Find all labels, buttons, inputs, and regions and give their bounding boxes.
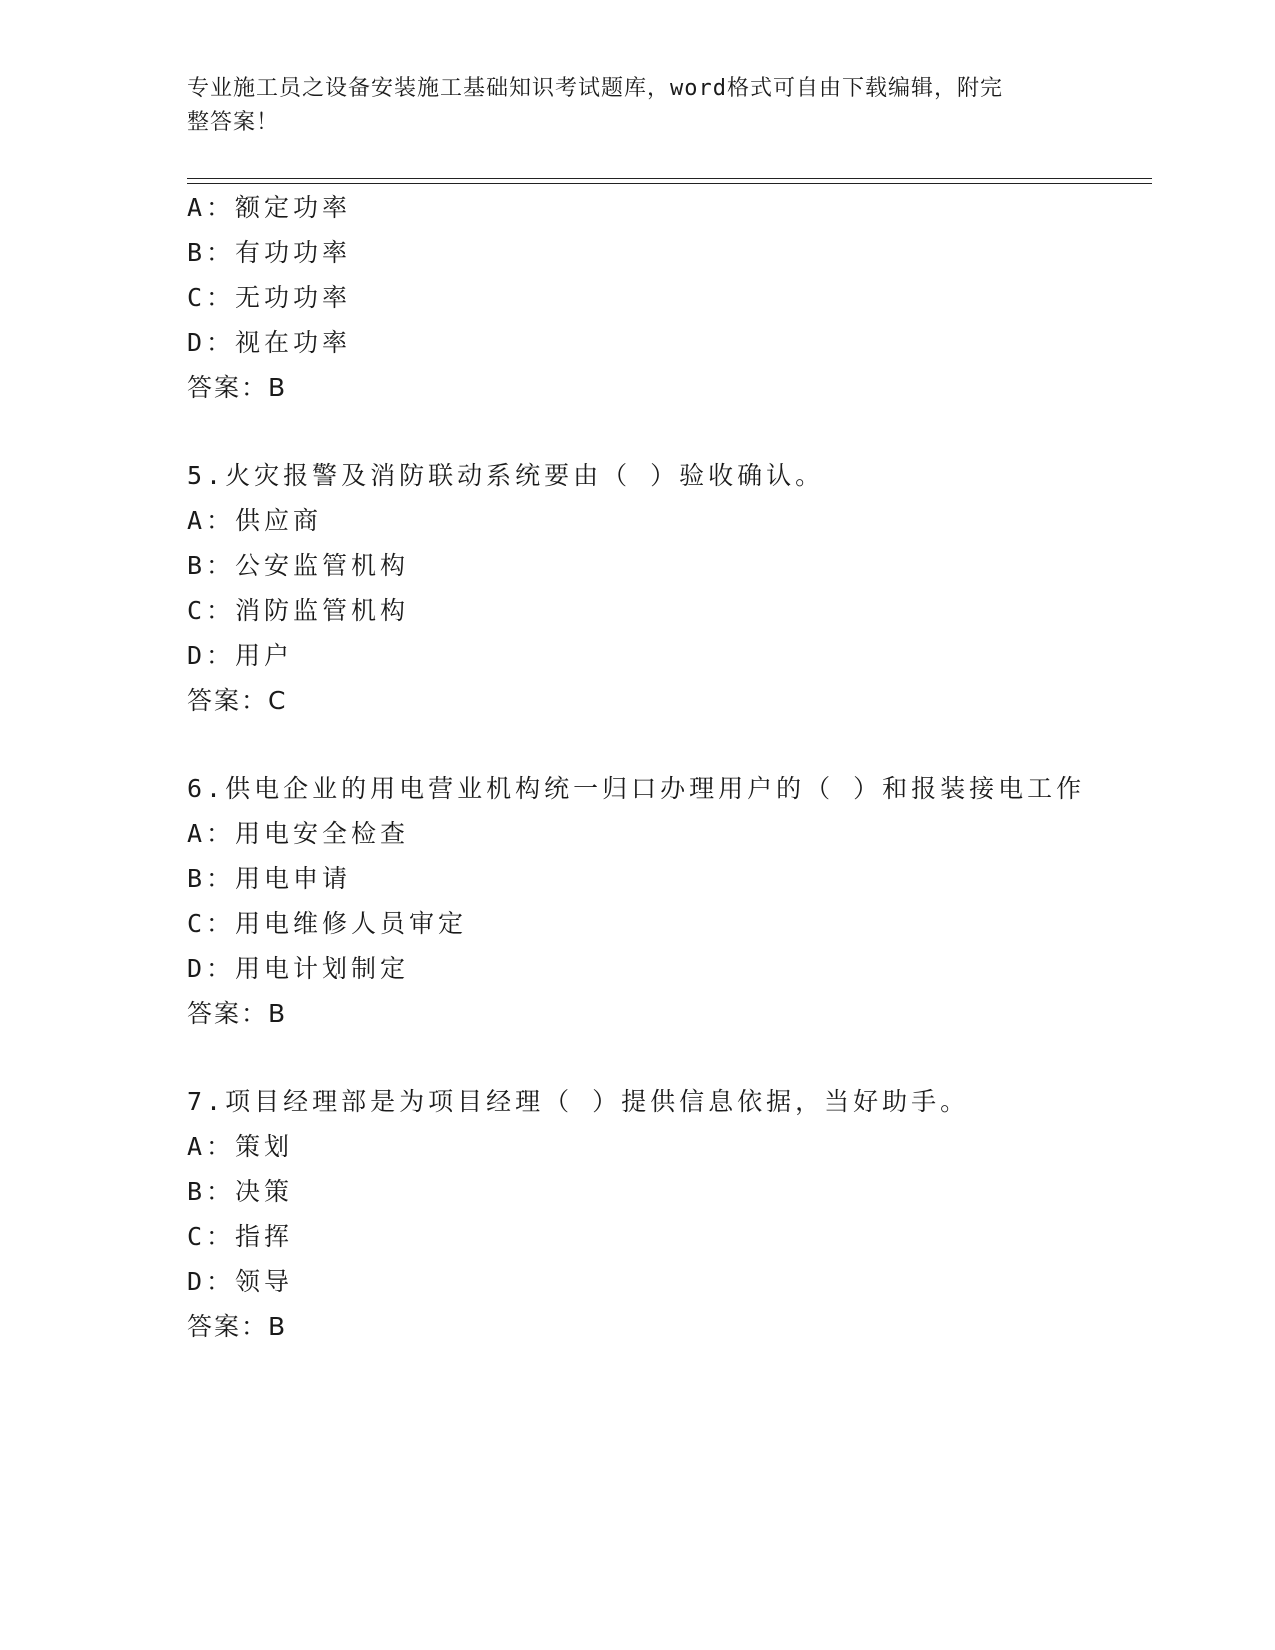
answer: 答案：C xyxy=(187,686,288,715)
option-d: D：用户 xyxy=(187,641,294,670)
option-c: C：无功功率 xyxy=(187,283,352,312)
answer: 答案：B xyxy=(187,999,288,1028)
header-divider-top xyxy=(187,178,1152,179)
option-d: D：视在功率 xyxy=(187,328,352,357)
option-a: A：策划 xyxy=(187,1132,294,1161)
header-line-1: 专业施工员之设备安装施工基础知识考试题库，word格式可自由下载编辑，附完 xyxy=(187,76,1003,101)
question-stem: 6.供电企业的用电营业机构统一归口办理用户的（ ）和报装接电工作 xyxy=(187,774,1086,803)
answer: 答案：B xyxy=(187,373,288,402)
answer: 答案：B xyxy=(187,1312,288,1341)
option-b: B：决策 xyxy=(187,1177,294,1206)
question-stem: 7.项目经理部是为项目经理（ ）提供信息依据，当好助手。 xyxy=(187,1087,970,1116)
option-d: D：用电计划制定 xyxy=(187,954,410,983)
option-c: C：用电维修人员审定 xyxy=(187,909,468,938)
option-c: C：指挥 xyxy=(187,1222,294,1251)
document-header xyxy=(187,72,1067,140)
option-a: A：用电安全检查 xyxy=(187,819,410,848)
option-c: C：消防监管机构 xyxy=(187,596,410,625)
question-stem: 5.火灾报警及消防联动系统要由（ ）验收确认。 xyxy=(187,461,825,490)
option-b: B：用电申请 xyxy=(187,864,352,893)
option-a: A：额定功率 xyxy=(187,193,352,222)
option-d: D：领导 xyxy=(187,1267,294,1296)
header-divider-bottom xyxy=(187,183,1152,184)
header-line-2: 整答案！ xyxy=(187,110,280,135)
option-b: B：有功功率 xyxy=(187,238,352,267)
option-a: A：供应商 xyxy=(187,506,323,535)
option-b: B：公安监管机构 xyxy=(187,551,410,580)
